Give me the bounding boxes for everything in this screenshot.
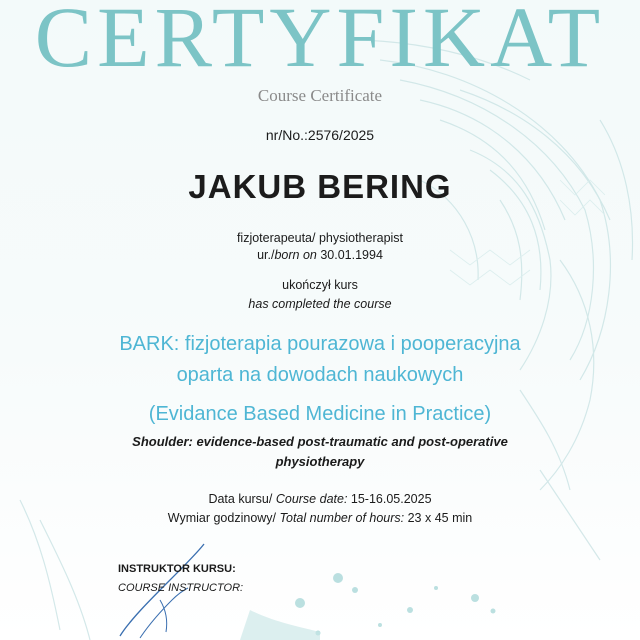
- recipient-name: JAKUB BERING: [188, 168, 452, 205]
- certificate-title: CERTYFIKAT: [34, 0, 606, 85]
- hours-label-en: Total number of hours:: [279, 511, 405, 525]
- born-label: born on: [274, 248, 317, 262]
- completed-course-pl: ukończył kurs: [282, 278, 358, 292]
- completed-course-en: has completed the course: [248, 297, 392, 311]
- instructor-label-pl: INSTRUKTOR KURSU:: [118, 563, 236, 575]
- course-title-line-1: BARK: fizjoterapia pourazowa i pooperacyjna: [119, 333, 521, 355]
- instructor-label-en: COURSE INSTRUCTOR:: [118, 582, 244, 594]
- course-hours: [0, 511, 640, 525]
- profession: fizjoterapeuta/ physiotherapist: [236, 231, 404, 245]
- certificate-number: nr/No.:2576/2025: [265, 127, 375, 143]
- date-label-pl: Data kursu/: [208, 492, 273, 506]
- born-prefix: ur./: [257, 248, 275, 262]
- hours-label-pl: Wymiar godzinowy/: [167, 511, 277, 525]
- course-title-en-line-1: Shoulder: evidence-based post-traumatic and post-operative: [132, 434, 508, 449]
- course-title-en-line-2: physiotherapy: [275, 454, 365, 469]
- birth-date-line: [0, 248, 640, 262]
- course-date: [0, 492, 640, 506]
- course-title-line-3: (Evidance Based Medicine in Practice): [148, 403, 492, 425]
- date-value: 15-16.05.2025: [350, 492, 432, 506]
- hours-value: 23 x 45 min: [407, 511, 473, 525]
- course-title-line-2: oparta na dowodach naukowych: [176, 364, 464, 386]
- born-date: 30.01.1994: [320, 248, 383, 262]
- certificate-subtitle: Course Certificate: [257, 86, 383, 105]
- date-label-en: Course date:: [275, 492, 348, 506]
